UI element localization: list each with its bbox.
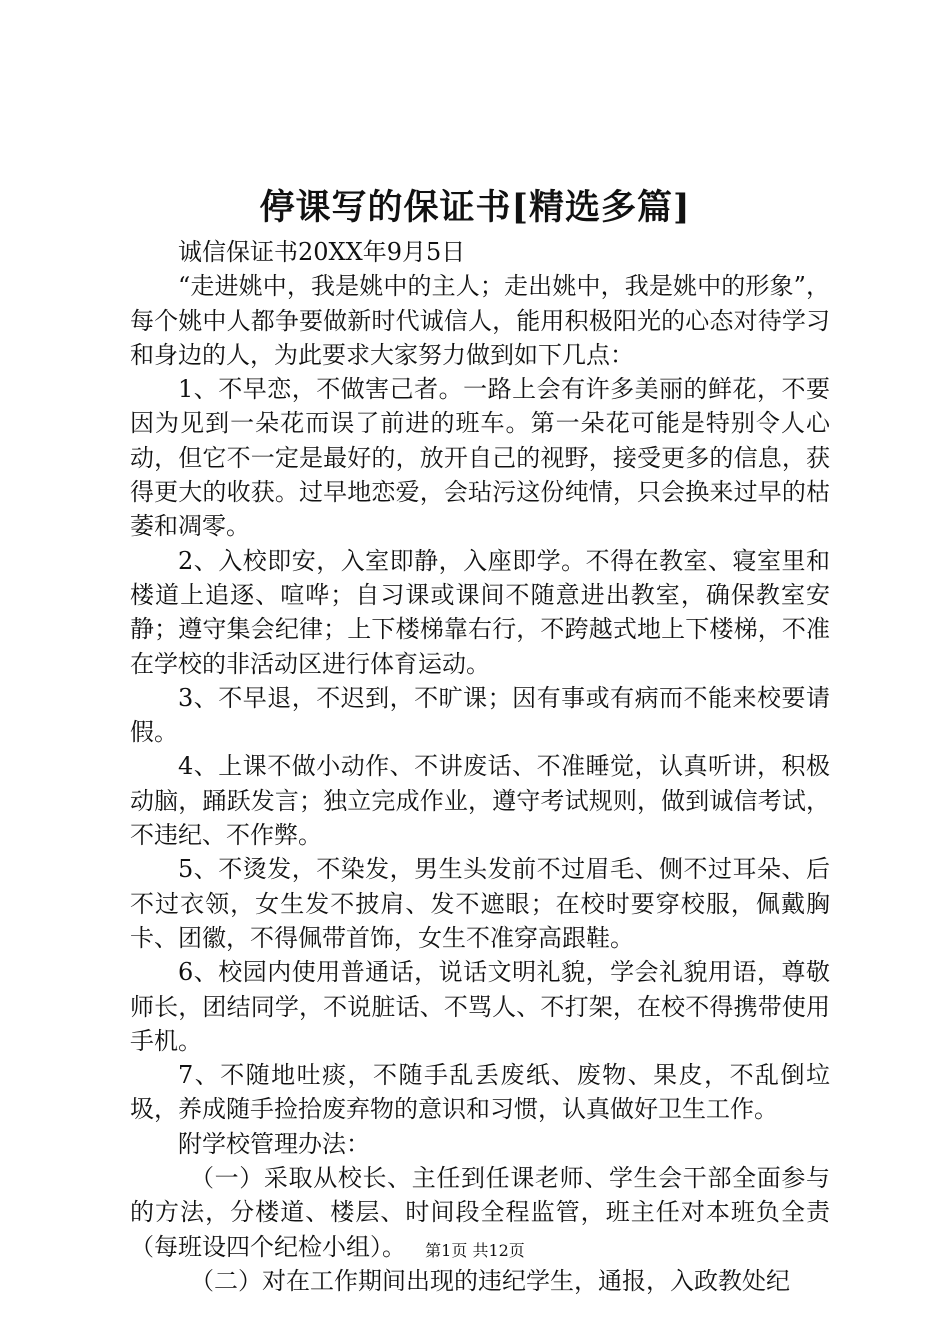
paragraph-date-line: 诚信保证书20XX年9月5日: [178, 238, 466, 266]
paragraph-measure-2: （二）对在工作期间出现的违纪学生，通报，入政教处纪: [190, 1266, 790, 1295]
paragraph-rule-2: 2、入校即安，入室即静，入座即学。不得在教室、寝室里和楼道上追逐、喧哗；自习课或课间不随意进出教室，确保教室安静；遵守集会纪律；上下楼梯靠右行，不跨越式地上下楼梯，不准在学校的非活动区进行体育运动。: [130, 546, 830, 678]
page-number-footer: 第1页 共12页: [425, 1241, 525, 1260]
paragraph-appendix-heading: 附学校管理办法：: [178, 1129, 370, 1158]
paragraph-rule-5: 5、不烫发，不染发，男生头发前不过眉毛、侧不过耳朵、后不过衣领，女生发不披肩、发不遮眼；在校时要穿校服，佩戴胸卡、团徽，不得佩带首饰，女生不准穿高跟鞋。: [130, 855, 830, 952]
paragraph-measure-1: （一）采取从校长、主任到任课老师、学生会干部全面参与的方法，分楼道、楼层、时间段全程监管，班主任对本班负全责（每班设四个纪检小组）。: [130, 1164, 830, 1261]
document-title: 停课写的保证书[精选多篇]: [259, 187, 691, 228]
document-body: [130, 235, 830, 1298]
paragraph-intro: “走进姚中，我是姚中的主人；走出姚中，我是姚中的形象”，每个姚中人都争要做新时代诚信人，能用积极阳光的心态对待学习和身边的人，为此要求大家努力做到如下几点：: [130, 272, 830, 369]
paragraph-rule-3: 3、不早退，不迟到，不旷课；因有事或有病而不能来校要请假。: [130, 683, 830, 747]
paragraph-rule-1: 1、不早恋，不做害己者。一路上会有许多美丽的鲜花，不要因为见到一朵花而误了前进的班车。第一朵花可能是特别令人心动，但它不一定是最好的，放开自己的视野，接受更多的信息，获得更大的收获。过早地恋爱，会玷污这份纯情，只会换来过早的枯萎和凋零。: [130, 375, 830, 541]
paragraph-rule-7: 7、不随地吐痰，不随手乱丢废纸、废物、果皮，不乱倒垃圾，养成随手捡拾废弃物的意识和习惯，认真做好卫生工作。: [130, 1061, 830, 1124]
paragraph-rule-4: 4、上课不做小动作、不讲废话、不准睡觉，认真听讲，积极动脑，踊跃发言；独立完成作业，遵守考试规则，做到诚信考试，不违纪、不作弊。: [130, 752, 830, 850]
paragraph-rule-6: 6、校园内使用普通话，说话文明礼貌，学会礼貌用语，尊敬师长，团结同学，不说脏话、不骂人、不打架，在校不得携带使用手机。: [130, 958, 830, 1055]
